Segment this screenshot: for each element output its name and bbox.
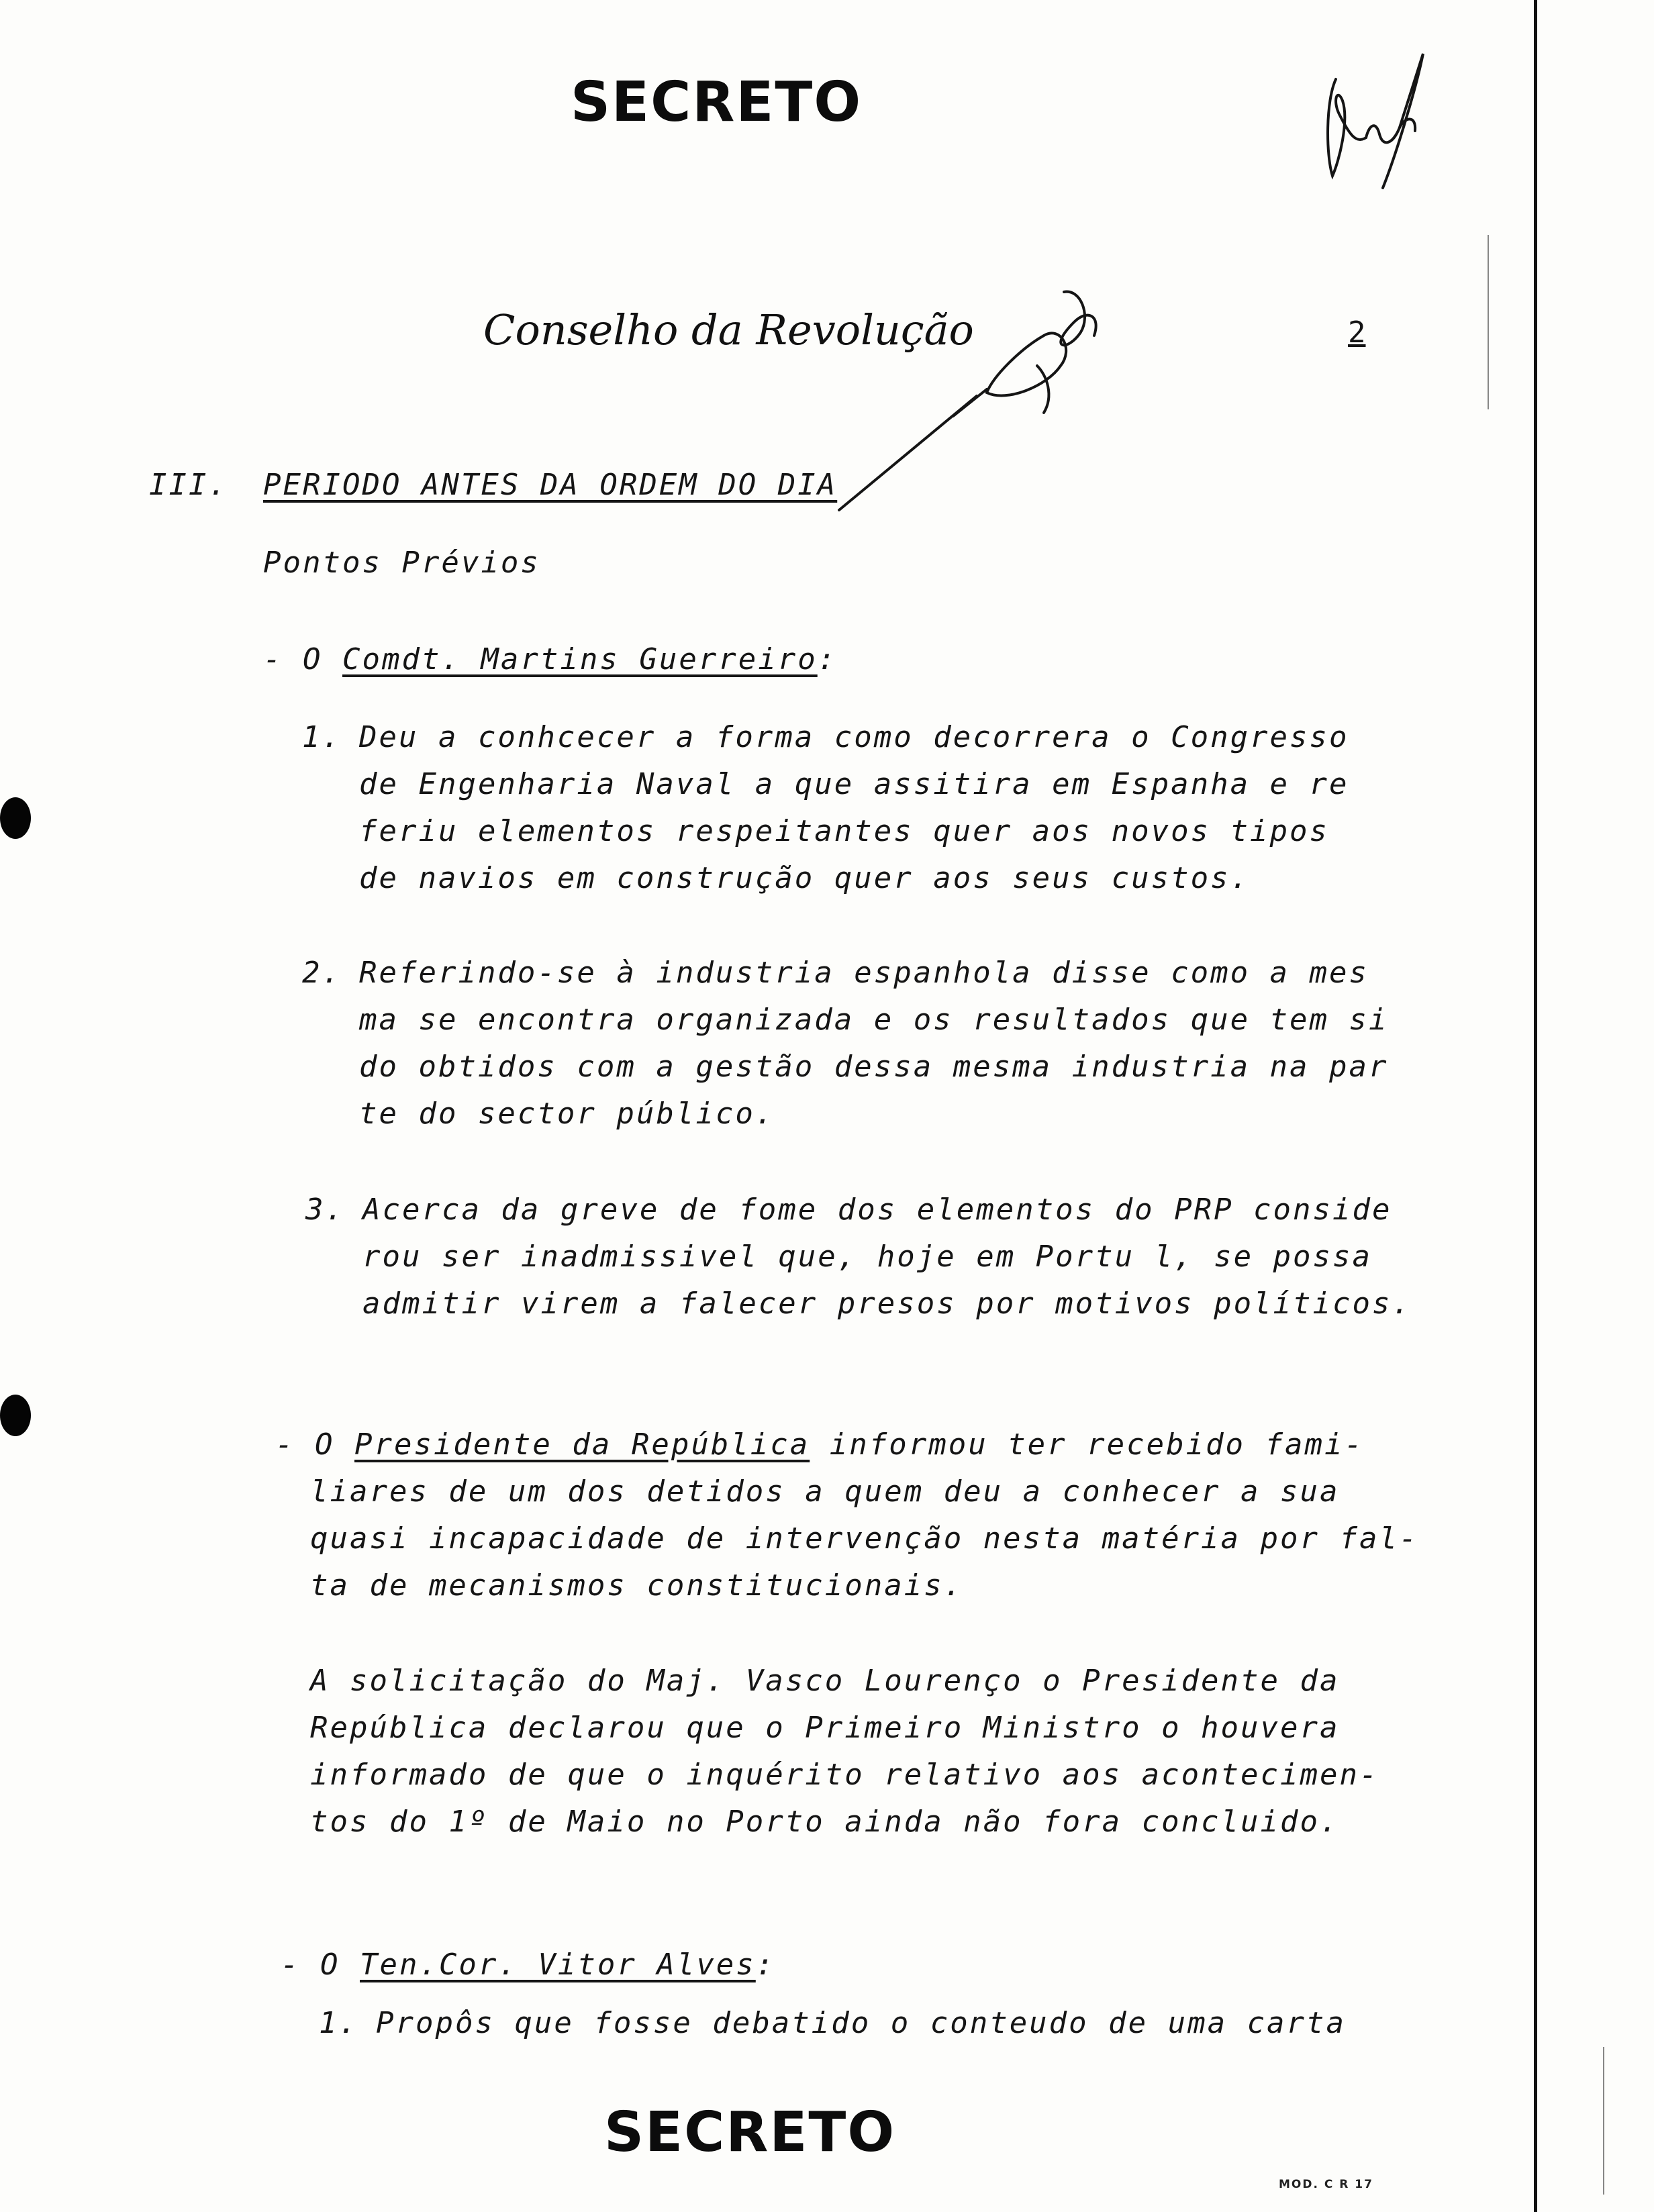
- speaker2-para2-line1: A solicitação do Maj. Vasco Lourenço o Presidente da: [310, 1664, 1340, 1698]
- speaker2-name: Presidente da República: [354, 1427, 810, 1462]
- speaker2-line4: ta de mecanismos constitucionais.: [310, 1568, 964, 1603]
- scan-edge-mark: [1488, 235, 1489, 409]
- council-heading: Conselho da Revolução: [483, 305, 974, 354]
- form-code: MOD. C R 17: [1279, 2178, 1373, 2191]
- punch-hole-upper: [0, 797, 31, 839]
- speaker3-line: [281, 1942, 775, 1989]
- speaker1-item1-line3: feriu elementos respeitantes quer aos novos tipos: [359, 814, 1330, 848]
- speaker1-item3-line1: Acerca da greve de fome dos elementos do PRP conside: [362, 1193, 1392, 1227]
- speaker2-dash: - O: [275, 1427, 335, 1462]
- section-subtitle: Pontos Prévios: [263, 546, 540, 580]
- speaker1-item1-num: 1.: [302, 720, 342, 754]
- speaker1-item1-line4: de navios em construção quer aos seus custos.: [359, 861, 1251, 895]
- speaker2-para2-line4: tos do 1º de Maio no Porto ainda não fora concluido.: [310, 1805, 1340, 1839]
- speaker1-item3-num: 3.: [305, 1193, 345, 1227]
- initials-signature: [1328, 54, 1423, 188]
- speaker2-para2-line3: informado de que o inquérito relativo aos acontecimen-: [310, 1758, 1379, 1792]
- scan-edge-right: [1534, 0, 1537, 2212]
- speaker1-item2-num: 2.: [302, 956, 342, 990]
- speaker1-line: [263, 636, 837, 683]
- speaker3-dash: - O: [281, 1948, 340, 1982]
- speaker2-line2: liares de um dos detidos a quem deu a conhecer a sua: [310, 1474, 1340, 1509]
- speaker1-name: Comdt. Martins Guerreiro: [342, 642, 818, 676]
- speaker3-item1-num: 1.: [319, 2006, 358, 2040]
- page-number: 2: [1348, 315, 1366, 350]
- section-number: III.: [149, 468, 228, 502]
- speaker1-item3-line2: rou ser inadmissivel que, hoje em Portu l, se possa: [362, 1240, 1373, 1274]
- speaker2-para2-line2: República declarou que o Primeiro Ministro o houvera: [310, 1711, 1340, 1745]
- speaker1-item2-line2: ma se encontra organizada e os resultados que tem si: [359, 1003, 1389, 1037]
- speaker1-item2-line3: do obtidos com a gestão dessa mesma industria na par: [359, 1050, 1389, 1084]
- classification-stamp-top: SECRETO: [571, 70, 863, 134]
- speaker2-first-line: [275, 1421, 1364, 1468]
- speaker1-colon: :: [817, 642, 838, 676]
- speaker3-colon: :: [755, 1948, 776, 1982]
- speaker3-name: Ten.Cor. Vitor Alves: [359, 1948, 756, 1982]
- speaker1-dash: - O: [263, 642, 323, 676]
- scan-edge-mark-bottom: [1603, 2047, 1604, 2195]
- speaker1-item2-line1: Referindo-se à industria espanhola disse como a mes: [359, 956, 1369, 990]
- section-title: PERIODO ANTES DA ORDEM DO DIA: [263, 468, 838, 502]
- speaker1-item2-line4: te do sector público.: [359, 1097, 775, 1131]
- punch-hole-lower: [0, 1395, 31, 1436]
- speaker1-item1-line1: Deu a conhcecer a forma como decorrera o Congresso: [359, 720, 1349, 754]
- speaker3-item1-line: Propôs que fosse debatido o conteudo de uma carta: [376, 2006, 1347, 2040]
- speaker2-line3: quasi incapacidade de intervenção nesta matéria por fal-: [310, 1521, 1419, 1556]
- speaker2-first-line-rest: informou ter recebido fami-: [810, 1427, 1364, 1462]
- speaker1-item1-line2: de Engenharia Naval a que assitira em Espanha e re: [359, 767, 1349, 801]
- speaker1-item3-line3: admitir virem a falecer presos por motivos políticos.: [362, 1287, 1412, 1321]
- classification-stamp-bottom: SECRETO: [604, 2101, 896, 2164]
